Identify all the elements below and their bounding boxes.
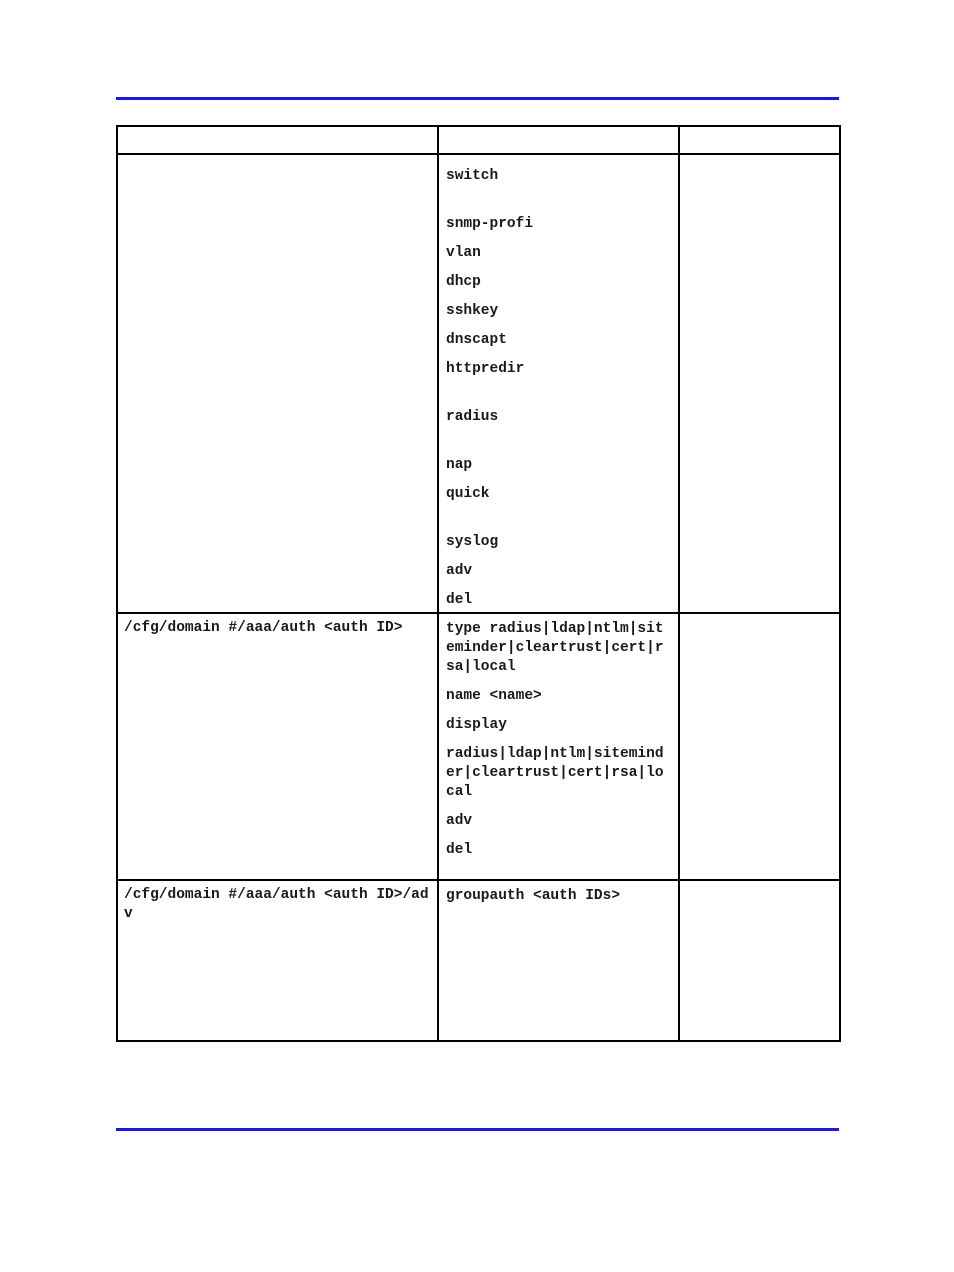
description-cell xyxy=(679,880,840,1041)
option-item: switch xyxy=(446,168,499,184)
option-item: del xyxy=(446,842,473,858)
options-cell xyxy=(438,880,679,1041)
option-item: name <name> xyxy=(446,688,542,704)
table-row xyxy=(117,613,840,880)
command-path-cell xyxy=(117,613,438,880)
option-item: nap xyxy=(446,457,473,473)
command-path-cell xyxy=(117,880,438,1041)
option-item: radius xyxy=(446,409,499,425)
option-item: quick xyxy=(446,486,490,502)
table-row xyxy=(117,154,840,613)
table-header-row xyxy=(117,126,840,154)
option-item: adv xyxy=(446,813,473,829)
table-header-cell xyxy=(438,126,679,154)
option-item: type radius|ldap|ntlm|siteminder|cleartrust|cert|rsa|local xyxy=(446,621,664,675)
footer-rule xyxy=(116,1128,839,1131)
option-item: radius|ldap|ntlm|siteminder|cleartrust|cert|rsa|local xyxy=(446,746,664,800)
table-row xyxy=(117,880,840,1041)
description-cell xyxy=(679,154,840,613)
header-rule xyxy=(116,97,839,100)
description-cell xyxy=(679,613,840,880)
option-item: sshkey xyxy=(446,303,499,319)
option-item: vlan xyxy=(446,245,481,261)
option-item: syslog xyxy=(446,534,499,550)
option-item: snmp-profi xyxy=(446,216,534,232)
command-path: /cfg/domain #/aaa/auth <auth ID>/adv xyxy=(124,887,429,922)
command-path-cell xyxy=(117,154,438,613)
option-item: display xyxy=(446,717,507,733)
option-item: adv xyxy=(446,563,473,579)
option-item: dhcp xyxy=(446,274,481,290)
option-item: del xyxy=(446,592,473,608)
command-path xyxy=(118,155,437,160)
options-cell xyxy=(438,154,679,613)
option-item: groupauth <auth IDs> xyxy=(446,888,621,904)
command-table xyxy=(116,125,841,1042)
command-path: /cfg/domain #/aaa/auth <auth ID> xyxy=(124,620,403,636)
table-header-cell xyxy=(679,126,840,154)
table-header-cell xyxy=(117,126,438,154)
option-item: dnscapt xyxy=(446,332,507,348)
option-item: httpredir xyxy=(446,361,525,377)
options-cell xyxy=(438,613,679,880)
